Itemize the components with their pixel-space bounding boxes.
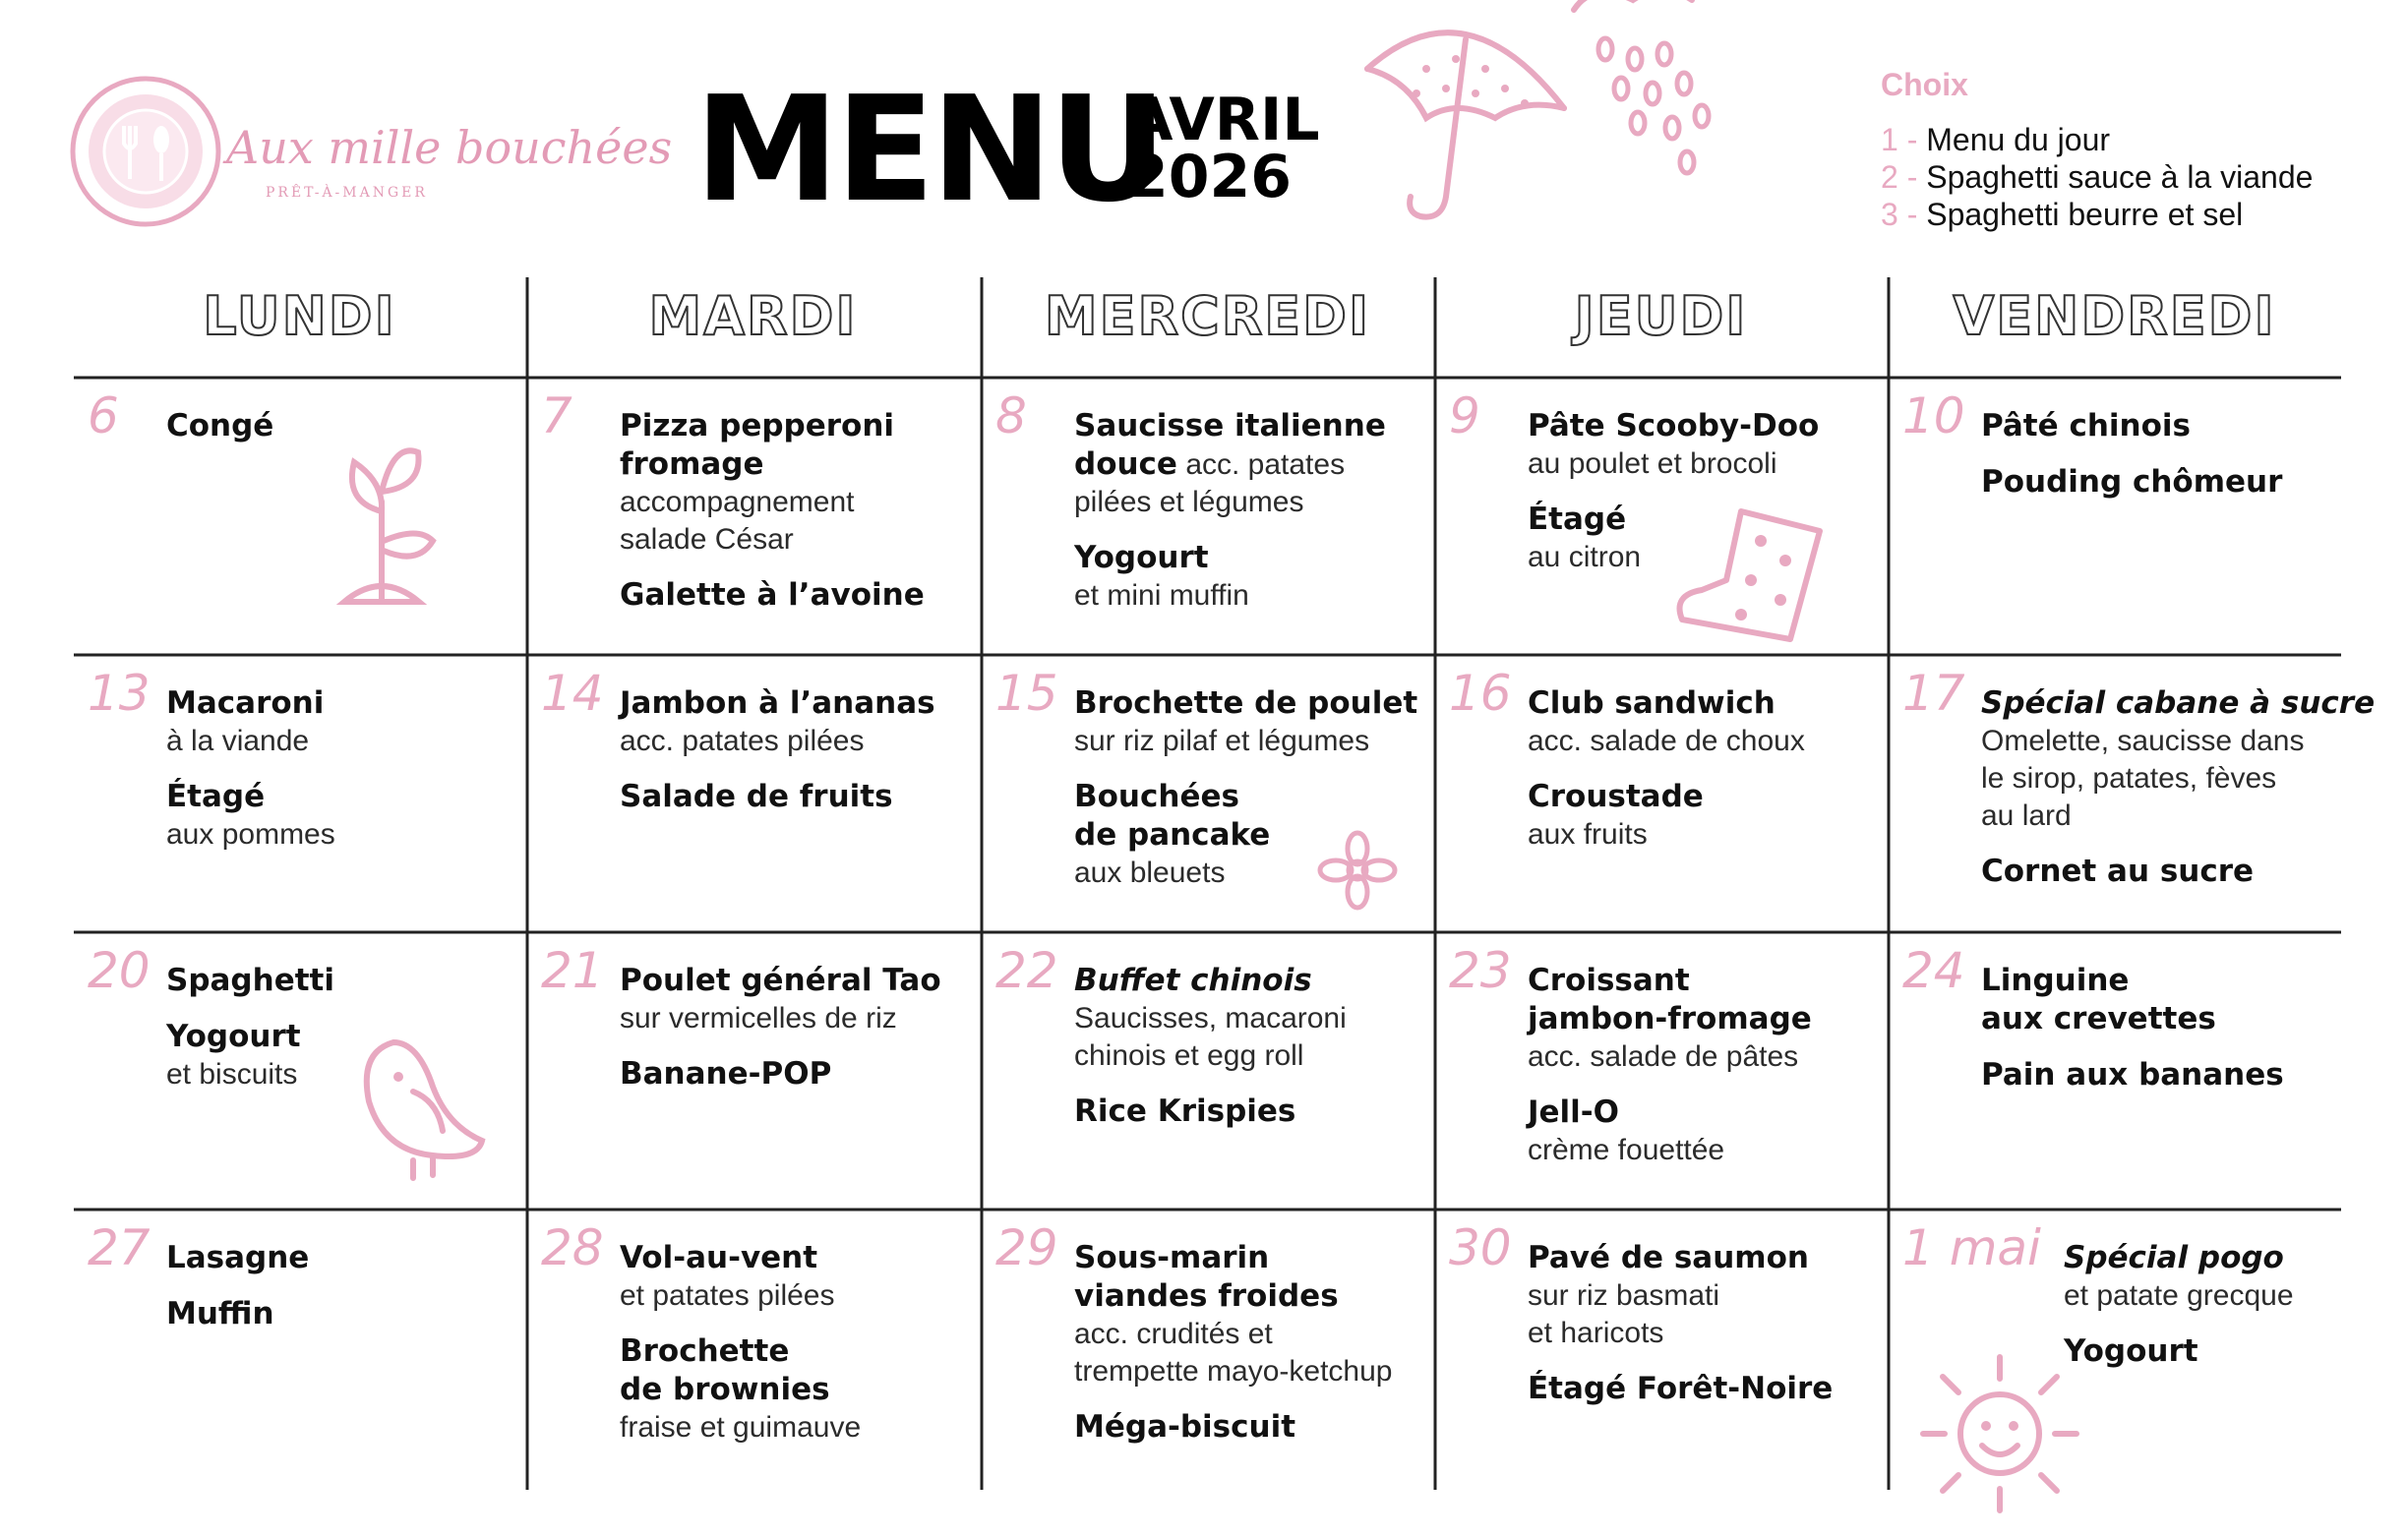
sprout-icon bbox=[325, 433, 443, 610]
meal-content bbox=[620, 407, 964, 615]
meal-detail: trempette mayo-ketchup bbox=[1074, 1355, 1393, 1388]
meal-content bbox=[620, 962, 964, 1094]
choices-legend bbox=[1881, 67, 2392, 233]
flower-icon bbox=[1318, 831, 1397, 910]
meal-item: Pouding chômeur bbox=[1981, 464, 2283, 500]
meal-item: Salade de fruits bbox=[620, 779, 893, 814]
day-cell bbox=[1889, 932, 2342, 1210]
meal-item: Poulet général Tao bbox=[620, 963, 941, 998]
day-number: 20 bbox=[88, 942, 150, 999]
meal-item: Congé bbox=[166, 408, 274, 443]
day-cell bbox=[982, 1210, 1435, 1487]
meal-detail: aux pommes bbox=[166, 818, 335, 851]
meal-item: jambon-fromage bbox=[1528, 1001, 1812, 1036]
meal-content bbox=[166, 1239, 511, 1333]
meal-item: Spécial cabane à sucre bbox=[1981, 685, 2376, 721]
meal-content bbox=[166, 684, 511, 854]
day-cell bbox=[1889, 655, 2376, 932]
logo-name: Aux mille bouchées bbox=[226, 121, 673, 174]
meal-content bbox=[1981, 684, 2376, 891]
meal-detail: fraise et guimauve bbox=[620, 1411, 862, 1444]
meal-detail: acc. salade de choux bbox=[1528, 725, 1805, 757]
meal-detail: à la viande bbox=[166, 725, 310, 757]
meal-item: Pâté chinois bbox=[1981, 408, 2191, 443]
meal-content bbox=[1074, 1239, 1418, 1447]
umbrella-icon bbox=[1348, 0, 1761, 236]
meal-content bbox=[1981, 962, 2325, 1094]
meal-detail: au poulet et brocoli bbox=[1528, 447, 1777, 480]
day-number: 29 bbox=[995, 1219, 1058, 1276]
day-cell bbox=[1435, 1210, 1889, 1487]
day-number: 21 bbox=[541, 942, 604, 999]
meal-item: Saucisse italienne bbox=[1074, 408, 1386, 443]
meal-item: Bouchées bbox=[1074, 779, 1239, 814]
meal-content bbox=[1528, 1239, 1872, 1408]
day-number: 1 mai bbox=[1902, 1219, 2041, 1276]
meal-item: Buffet chinois bbox=[1074, 963, 1312, 998]
day-number: 14 bbox=[541, 665, 604, 722]
choice-item: 3 - Spaghetti beurre et sel bbox=[1881, 197, 2244, 232]
month-label: AVRIL bbox=[1127, 86, 1320, 154]
meal-item: Pizza pepperoni bbox=[620, 408, 895, 443]
day-cell bbox=[74, 1210, 527, 1487]
day-cell bbox=[527, 655, 981, 932]
day-cell bbox=[1435, 932, 1889, 1210]
meal-item: Croissant bbox=[1528, 963, 1690, 998]
meal-item: Spaghetti bbox=[166, 963, 334, 998]
day-number: 9 bbox=[1449, 387, 1480, 444]
meal-item: Méga-biscuit bbox=[1074, 1409, 1296, 1445]
meal-detail: au lard bbox=[1981, 799, 2072, 832]
meal-item: Spécial pogo bbox=[2064, 1240, 2284, 1275]
meal-item: Macaroni bbox=[166, 685, 325, 721]
meal-content bbox=[1074, 407, 1418, 615]
meal-content bbox=[1074, 962, 1418, 1131]
day-number: 6 bbox=[88, 387, 119, 444]
meal-content bbox=[620, 1239, 964, 1447]
day-number: 13 bbox=[88, 665, 150, 722]
meal-item: Yogourt bbox=[1074, 540, 1209, 575]
day-cell bbox=[527, 932, 981, 1210]
rain-boot-icon bbox=[1672, 502, 1830, 649]
choice-item: 1 - Menu du jour bbox=[1881, 122, 2111, 157]
meal-item: viandes froides bbox=[1074, 1278, 1339, 1314]
meal-detail: Omelette, saucisse dans bbox=[1981, 725, 2305, 757]
meal-content bbox=[1528, 684, 1872, 854]
day-header-lundi: LUNDI bbox=[203, 285, 396, 347]
meal-item: Pâte Scooby-Doo bbox=[1528, 408, 1820, 443]
sun-icon bbox=[1913, 1347, 2090, 1514]
choices-title: Choix bbox=[1881, 67, 1968, 102]
meal-item: Cornet au sucre bbox=[1981, 854, 2255, 889]
meal-item: Étagé Forêt-Noire bbox=[1528, 1371, 1834, 1406]
meal-detail: pilées et légumes bbox=[1074, 486, 1304, 518]
meal-detail: chinois et egg roll bbox=[1074, 1039, 1304, 1072]
meal-detail: crème fouettée bbox=[1528, 1134, 1725, 1166]
day-number: 15 bbox=[995, 665, 1058, 722]
meal-item: Jell-O bbox=[1528, 1094, 1620, 1130]
year-label: 2026 bbox=[1127, 143, 1292, 211]
meal-item: Pain aux bananes bbox=[1981, 1057, 2284, 1093]
day-cell bbox=[74, 655, 527, 932]
meal-line: douce acc. patates bbox=[1074, 446, 1346, 482]
day-number: 30 bbox=[1449, 1219, 1512, 1276]
day-number: 27 bbox=[88, 1219, 150, 1276]
meal-content bbox=[1528, 962, 1872, 1169]
day-number: 16 bbox=[1449, 665, 1512, 722]
meal-detail: et biscuits bbox=[166, 1058, 298, 1091]
meal-item: Sous-marin bbox=[1074, 1240, 1270, 1275]
meal-item: Yogourt bbox=[2064, 1333, 2198, 1369]
meal-content bbox=[620, 684, 964, 816]
meal-detail: aux fruits bbox=[1528, 818, 1648, 851]
meal-item: Jambon à l’ananas bbox=[620, 685, 935, 721]
day-header-mercredi: MERCREDI bbox=[1044, 285, 1371, 347]
meal-item: fromage bbox=[620, 446, 764, 482]
day-number: 8 bbox=[995, 387, 1027, 444]
meal-detail: salade César bbox=[620, 523, 794, 556]
meal-detail: et patates pilées bbox=[620, 1279, 835, 1312]
day-number: 28 bbox=[541, 1219, 604, 1276]
meal-item: Banane-POP bbox=[620, 1056, 832, 1092]
logo bbox=[69, 67, 673, 244]
meal-detail: acc. salade de pâtes bbox=[1528, 1040, 1799, 1073]
meal-item: de pancake bbox=[1074, 817, 1271, 853]
meal-item: Club sandwich bbox=[1528, 685, 1776, 721]
day-cell bbox=[982, 378, 1435, 655]
choice-item: 2 - Spaghetti sauce à la viande bbox=[1881, 159, 2314, 195]
meal-detail: et mini muffin bbox=[1074, 579, 1249, 612]
meal-item: Lasagne bbox=[166, 1240, 310, 1275]
day-number: 23 bbox=[1449, 942, 1512, 999]
meal-detail: accompagnement bbox=[620, 486, 855, 518]
meal-detail: sur riz pilaf et légumes bbox=[1074, 725, 1370, 757]
meal-item: Étagé bbox=[166, 779, 266, 814]
day-number: 10 bbox=[1902, 387, 1965, 444]
meal-item: Galette à l’avoine bbox=[620, 577, 925, 613]
meal-detail: et patate grecque bbox=[2064, 1279, 2294, 1312]
meal-item: Pavé de saumon bbox=[1528, 1240, 1809, 1275]
day-number: 7 bbox=[541, 387, 572, 444]
day-cell bbox=[982, 932, 1435, 1210]
meal-item: Rice Krispies bbox=[1074, 1094, 1296, 1129]
day-cell bbox=[1435, 655, 1889, 932]
meal-detail: acc. crudités et bbox=[1074, 1318, 1273, 1350]
day-header-vendredi: VENDREDI bbox=[1953, 285, 2276, 347]
meal-detail: le sirop, patates, fèves bbox=[1981, 762, 2277, 795]
day-header-jeudi: JEUDI bbox=[1574, 285, 1748, 347]
meal-item: Brochette bbox=[620, 1333, 790, 1369]
meal-item: Yogourt bbox=[166, 1019, 301, 1054]
meal-item: aux crevettes bbox=[1981, 1001, 2216, 1036]
meal-item: Muffin bbox=[166, 1296, 274, 1331]
day-cell bbox=[527, 378, 981, 655]
meal-item: Linguine bbox=[1981, 963, 2130, 998]
day-header-mardi: MARDI bbox=[648, 285, 858, 347]
meal-detail: et haricots bbox=[1528, 1317, 1664, 1349]
meal-detail: aux bleuets bbox=[1074, 857, 1226, 889]
day-number: 22 bbox=[995, 942, 1058, 999]
meal-content bbox=[1981, 407, 2325, 502]
meal-detail: au citron bbox=[1528, 541, 1642, 573]
meal-item: Étagé bbox=[1528, 502, 1627, 537]
bird-icon bbox=[354, 1033, 492, 1180]
meal-content bbox=[2064, 1239, 2408, 1371]
meal-detail: acc. patates pilées bbox=[620, 725, 865, 757]
page-title: MENU bbox=[694, 65, 1164, 234]
day-cell bbox=[1889, 378, 2342, 655]
meal-item: de brownies bbox=[620, 1372, 830, 1407]
day-cell bbox=[74, 378, 527, 655]
meal-detail: Saucisses, macaroni bbox=[1074, 1002, 1347, 1035]
logo-subtitle: PRÊT-À-MANGER bbox=[266, 185, 428, 201]
meal-item: Brochette de poulet bbox=[1074, 685, 1418, 721]
day-number: 24 bbox=[1902, 942, 1965, 999]
meal-detail: sur vermicelles de riz bbox=[620, 1002, 897, 1035]
day-cell bbox=[527, 1210, 981, 1487]
meal-item: Croustade bbox=[1528, 779, 1704, 814]
meal-item: Vol-au-vent bbox=[620, 1240, 818, 1275]
meal-detail: sur riz basmati bbox=[1528, 1279, 1720, 1312]
day-number: 17 bbox=[1902, 665, 1965, 722]
